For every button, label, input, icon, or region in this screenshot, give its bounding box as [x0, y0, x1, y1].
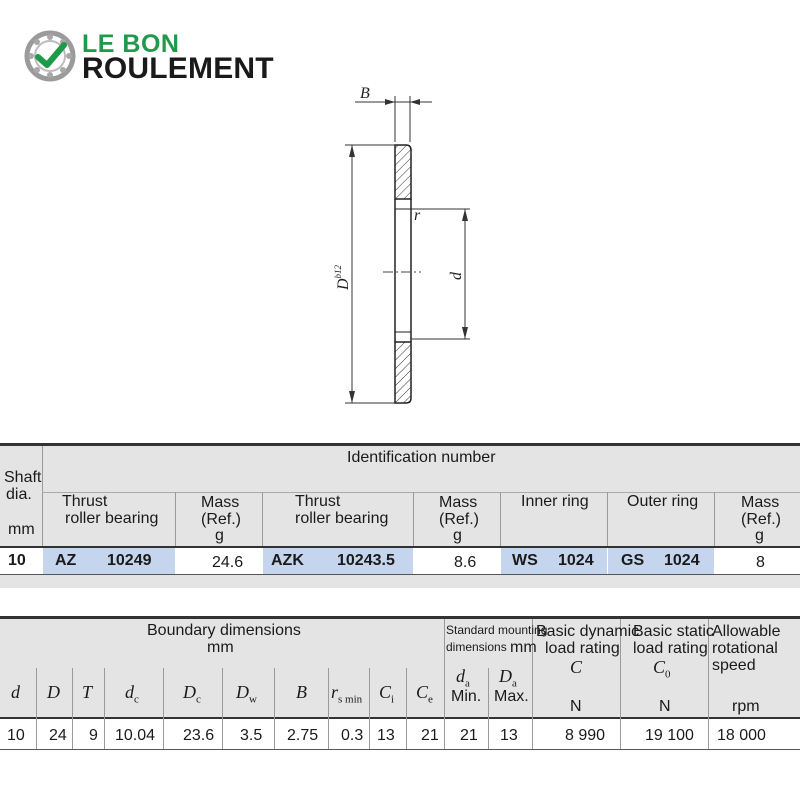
symbol-rs-min: $r_{s min}$	[331, 682, 363, 706]
dim-label-d: d	[448, 272, 465, 280]
mass-b-header-1: Mass	[439, 494, 478, 511]
bearing-check-icon	[24, 30, 76, 82]
value-Da: 13	[500, 727, 518, 744]
brand-logo	[24, 28, 304, 84]
value-rs-min: 0.3	[341, 727, 364, 744]
symbol-B: B	[296, 682, 307, 702]
outer-ring-cell[interactable]	[608, 548, 714, 574]
mounting-header-3: mm	[510, 639, 537, 656]
shaft-dia-value: 10	[8, 552, 26, 569]
inner-ring-code: 1024	[558, 552, 594, 569]
mass-c-value: 8	[756, 554, 765, 571]
speed-header-1: Allowable	[712, 623, 781, 640]
speed-header-2: rotational	[712, 640, 778, 657]
symbol-D: D	[47, 682, 60, 702]
inner-ring-prefix: WS	[512, 552, 538, 569]
bearing-b-prefix: AZK	[271, 552, 304, 569]
static-header-2: load rating	[633, 640, 708, 657]
outer-ring-code: 1024	[664, 552, 700, 569]
thrust-bearing-b-header-2: roller bearing	[295, 510, 389, 527]
dynamic-symbol: C	[570, 657, 583, 677]
dim-label-D: $D^{b12}$	[333, 264, 352, 290]
logo-line2: ROULEMENT	[82, 52, 274, 85]
static-header-1: Basic static	[633, 623, 714, 640]
washer-cross-section-drawing	[320, 80, 520, 420]
symbol-T: T	[82, 682, 93, 702]
identification-number-header: Identification number	[347, 449, 496, 466]
dynamic-unit: N	[570, 698, 582, 715]
outer-ring-prefix: GS	[621, 552, 645, 569]
outer-ring-header: Outer ring	[627, 493, 699, 510]
speed-header-3: speed	[712, 657, 756, 674]
symbol-da: $d_a$	[456, 666, 470, 690]
bearing-b-code: 10243.5	[337, 552, 395, 569]
mass-c-header-2: (Ref.)	[741, 511, 781, 528]
shaft-header-unit: mm	[8, 521, 35, 538]
dynamic-header-2: load rating	[545, 640, 620, 657]
thrust-bearing-a-header-2: roller bearing	[65, 510, 159, 527]
mass-c-header-3: g	[755, 527, 764, 544]
boundary-dimensions-unit: mm	[207, 639, 234, 656]
value-B: 2.75	[287, 727, 319, 744]
dim-label-r: r	[414, 207, 421, 224]
dynamic-header-1: Basic dynamic	[536, 623, 640, 640]
shaft-header-line2: dia.	[6, 486, 32, 503]
speed-unit: rpm	[732, 698, 760, 715]
bearing-a-code: 10249	[107, 552, 152, 569]
logo-line1: LE BON	[82, 30, 180, 58]
value-speed: 18 000	[717, 727, 766, 744]
value-Ci: 13	[377, 727, 395, 744]
thrust-bearing-b-header-1: Thrust	[295, 493, 341, 510]
inner-ring-cell[interactable]	[501, 548, 607, 574]
symbol-d: d	[11, 682, 20, 702]
mass-b-header-3: g	[453, 527, 462, 544]
mass-a-header-1: Mass	[201, 494, 240, 511]
value-da: 21	[460, 727, 478, 744]
value-Dw: 3.5	[240, 727, 263, 744]
bearing-b-cell[interactable]	[263, 548, 413, 574]
symbol-Ci: $C_i$	[379, 682, 395, 706]
symbol-dc: $d_c$	[125, 682, 139, 706]
static-unit: N	[659, 698, 671, 715]
dim-label-B: B	[360, 85, 370, 102]
bearing-a-cell[interactable]	[43, 548, 175, 574]
mass-c-header-1: Mass	[741, 494, 780, 511]
da-min-note: Min.	[451, 688, 482, 705]
value-Ce: 21	[421, 727, 439, 744]
mounting-header-1: Standard mounting	[446, 623, 548, 637]
value-dc: 10.04	[115, 727, 156, 744]
dimensions-table	[0, 616, 800, 750]
symbol-Ce: $C_e$	[416, 682, 433, 706]
value-C: 8 990	[565, 727, 606, 744]
identification-table	[0, 443, 800, 574]
symbol-Da: $D_a$	[499, 666, 517, 690]
value-C0: 19 100	[645, 727, 694, 744]
mass-a-header-2: (Ref.)	[201, 511, 241, 528]
mass-b-value: 8.6	[454, 554, 477, 571]
mass-a-header-3: g	[215, 527, 224, 544]
value-d: 10	[7, 727, 25, 744]
value-Dc: 23.6	[183, 727, 215, 744]
mounting-header-2: dimensions	[446, 640, 507, 654]
value-T: 9	[89, 727, 98, 744]
thrust-bearing-a-header-1: Thrust	[62, 493, 108, 510]
mass-b-header-2: (Ref.)	[439, 511, 479, 528]
symbol-Dw: $D_w$	[236, 682, 257, 706]
bearing-a-prefix: AZ	[55, 552, 77, 569]
static-symbol: $C_0$	[653, 657, 671, 681]
shaft-header-line1: Shaft	[4, 469, 42, 486]
boundary-dimensions-header: Boundary dimensions	[147, 622, 301, 639]
Da-max-note: Max.	[494, 688, 529, 705]
symbol-Dc: $D_c$	[183, 682, 201, 706]
inner-ring-header: Inner ring	[521, 493, 589, 510]
value-D: 24	[49, 727, 67, 744]
mass-a-value: 24.6	[212, 554, 244, 571]
